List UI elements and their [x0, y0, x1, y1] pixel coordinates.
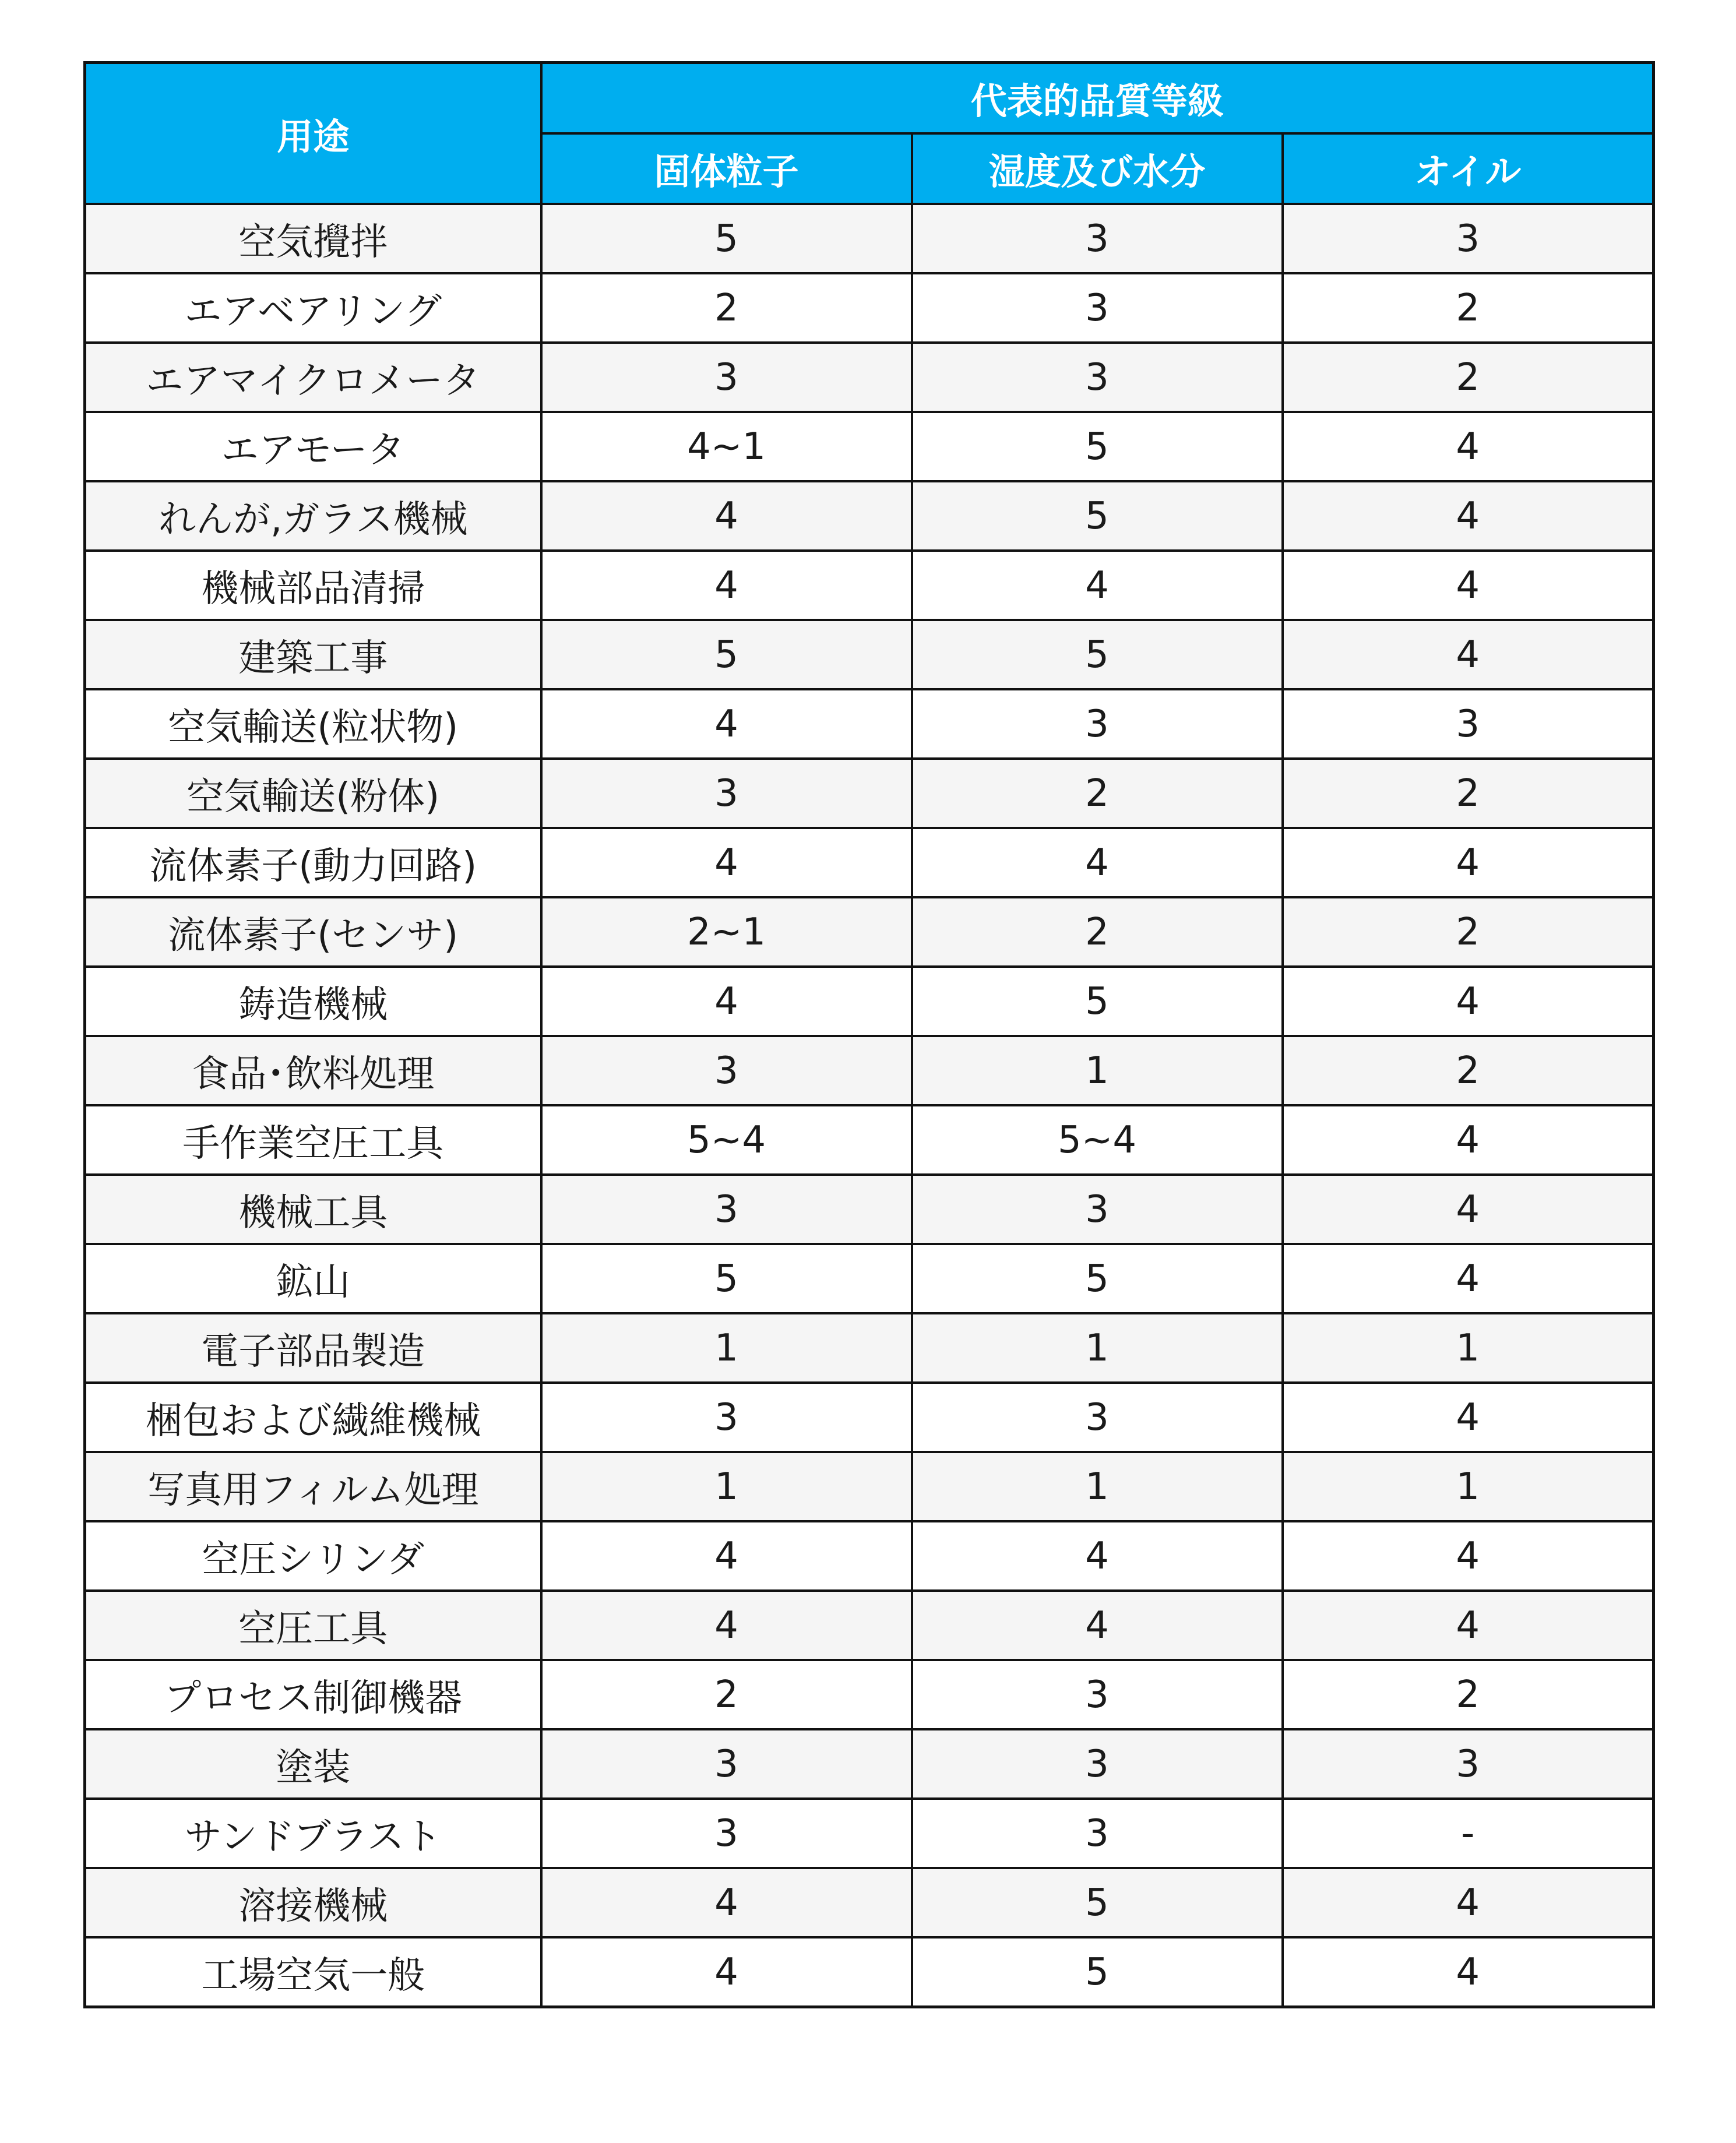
- usage-cell: 建築工事: [85, 620, 541, 689]
- usage-cell: 鉱山: [85, 1244, 541, 1313]
- usage-cell: 空圧シリンダ: [85, 1521, 541, 1591]
- table-row: [85, 1591, 1654, 1660]
- solid-particle-grade-cell: 2: [541, 1660, 912, 1729]
- solid-particle-column-header: 固体粒子: [541, 133, 912, 204]
- oil-grade-cell: 4: [1283, 1868, 1654, 1937]
- humidity-grade-cell: 4: [912, 1521, 1283, 1591]
- solid-particle-grade-cell: 4: [541, 828, 912, 897]
- solid-particle-grade-cell: 3: [541, 1799, 912, 1868]
- humidity-grade-cell: 5~4: [912, 1105, 1283, 1175]
- usage-cell: 食品･飲料処理: [85, 1036, 541, 1105]
- solid-particle-grade-cell: 1: [541, 1313, 912, 1383]
- solid-particle-grade-cell: 4: [541, 1868, 912, 1937]
- solid-particle-grade-cell: 4: [541, 551, 912, 620]
- table-row: [85, 759, 1654, 828]
- humidity-grade-cell: 3: [912, 1175, 1283, 1244]
- humidity-grade-cell: 5: [912, 1868, 1283, 1937]
- oil-grade-cell: 3: [1283, 1729, 1654, 1799]
- humidity-grade-cell: 4: [912, 551, 1283, 620]
- table-row: [85, 689, 1654, 759]
- humidity-grade-cell: 3: [912, 273, 1283, 343]
- humidity-grade-cell: 5: [912, 412, 1283, 481]
- usage-cell: 塗装: [85, 1729, 541, 1799]
- usage-cell: エアマイクロメータ: [85, 343, 541, 412]
- solid-particle-grade-cell: 4: [541, 481, 912, 551]
- humidity-grade-cell: 5: [912, 481, 1283, 551]
- oil-grade-cell: 4: [1283, 551, 1654, 620]
- oil-grade-cell: 2: [1283, 1036, 1654, 1105]
- oil-grade-cell: -: [1283, 1799, 1654, 1868]
- usage-cell: エアモータ: [85, 412, 541, 481]
- oil-grade-cell: 4: [1283, 967, 1654, 1036]
- humidity-grade-cell: 2: [912, 897, 1283, 967]
- table-row: [85, 204, 1654, 273]
- usage-cell: 流体素子(動力回路): [85, 828, 541, 897]
- humidity-grade-cell: 4: [912, 828, 1283, 897]
- solid-particle-grade-cell: 2: [541, 273, 912, 343]
- usage-cell: 写真用フィルム処理: [85, 1452, 541, 1521]
- solid-particle-grade-cell: 5~4: [541, 1105, 912, 1175]
- humidity-grade-cell: 1: [912, 1452, 1283, 1521]
- header-row-top: [85, 63, 1654, 134]
- table-row: [85, 1036, 1654, 1105]
- solid-particle-grade-cell: 5: [541, 620, 912, 689]
- usage-cell: 空気攪拌: [85, 204, 541, 273]
- usage-cell: サンドブラスト: [85, 1799, 541, 1868]
- humidity-grade-cell: 5: [912, 967, 1283, 1036]
- usage-cell: エアベアリング: [85, 273, 541, 343]
- table-row: [85, 967, 1654, 1036]
- usage-cell: 機械部品清掃: [85, 551, 541, 620]
- table-row: [85, 828, 1654, 897]
- solid-particle-grade-cell: 4: [541, 967, 912, 1036]
- oil-grade-cell: 4: [1283, 620, 1654, 689]
- oil-grade-cell: 4: [1283, 1521, 1654, 1591]
- table-row: [85, 897, 1654, 967]
- oil-grade-cell: 4: [1283, 481, 1654, 551]
- table-row: [85, 1244, 1654, 1313]
- table-row: [85, 343, 1654, 412]
- solid-particle-grade-cell: 3: [541, 343, 912, 412]
- table-header: [85, 63, 1654, 205]
- humidity-grade-cell: 1: [912, 1313, 1283, 1383]
- humidity-grade-cell: 3: [912, 343, 1283, 412]
- usage-cell: 梱包および繊維機械: [85, 1383, 541, 1452]
- oil-grade-cell: 2: [1283, 273, 1654, 343]
- oil-grade-cell: 3: [1283, 689, 1654, 759]
- usage-cell: 電子部品製造: [85, 1313, 541, 1383]
- table-row: [85, 1799, 1654, 1868]
- humidity-grade-cell: 3: [912, 1799, 1283, 1868]
- humidity-grade-cell: 1: [912, 1036, 1283, 1105]
- oil-column-header: オイル: [1283, 133, 1654, 204]
- solid-particle-grade-cell: 4: [541, 1591, 912, 1660]
- oil-grade-cell: 4: [1283, 1937, 1654, 2007]
- usage-cell: 手作業空圧工具: [85, 1105, 541, 1175]
- solid-particle-grade-cell: 4: [541, 1521, 912, 1591]
- solid-particle-grade-cell: 3: [541, 1036, 912, 1105]
- table-row: [85, 1452, 1654, 1521]
- table-row: [85, 1383, 1654, 1452]
- usage-cell: 空気輸送(粒状物): [85, 689, 541, 759]
- table-row: [85, 1313, 1654, 1383]
- solid-particle-grade-cell: 4: [541, 1937, 912, 2007]
- table-row: [85, 1105, 1654, 1175]
- humidity-grade-cell: 2: [912, 759, 1283, 828]
- solid-particle-grade-cell: 3: [541, 1729, 912, 1799]
- table-row: [85, 1868, 1654, 1937]
- humidity-grade-cell: 5: [912, 1937, 1283, 2007]
- solid-particle-grade-cell: 4~1: [541, 412, 912, 481]
- table-row: [85, 481, 1654, 551]
- usage-cell: 流体素子(センサ): [85, 897, 541, 967]
- quality-grade-group-header: 代表的品質等級: [541, 63, 1654, 134]
- table-row: [85, 620, 1654, 689]
- oil-grade-cell: 4: [1283, 1175, 1654, 1244]
- oil-grade-cell: 1: [1283, 1452, 1654, 1521]
- table-row: [85, 273, 1654, 343]
- table-row: [85, 1175, 1654, 1244]
- usage-cell: 空圧工具: [85, 1591, 541, 1660]
- oil-grade-cell: 2: [1283, 1660, 1654, 1729]
- humidity-grade-cell: 5: [912, 1244, 1283, 1313]
- table-row: [85, 1660, 1654, 1729]
- usage-cell: プロセス制御機器: [85, 1660, 541, 1729]
- solid-particle-grade-cell: 3: [541, 1175, 912, 1244]
- oil-grade-cell: 4: [1283, 1383, 1654, 1452]
- usage-cell: 溶接機械: [85, 1868, 541, 1937]
- oil-grade-cell: 4: [1283, 412, 1654, 481]
- quality-grade-table: [83, 61, 1655, 2008]
- oil-grade-cell: 2: [1283, 759, 1654, 828]
- humidity-column-header: 湿度及び水分: [912, 133, 1283, 204]
- solid-particle-grade-cell: 2~1: [541, 897, 912, 967]
- table-body: [85, 204, 1654, 2007]
- solid-particle-grade-cell: 3: [541, 759, 912, 828]
- solid-particle-grade-cell: 1: [541, 1452, 912, 1521]
- oil-grade-cell: 4: [1283, 1105, 1654, 1175]
- humidity-grade-cell: 4: [912, 1591, 1283, 1660]
- usage-cell: 工場空気一般: [85, 1937, 541, 2007]
- oil-grade-cell: 2: [1283, 897, 1654, 967]
- humidity-grade-cell: 3: [912, 1660, 1283, 1729]
- humidity-grade-cell: 3: [912, 689, 1283, 759]
- table-row: [85, 551, 1654, 620]
- oil-grade-cell: 4: [1283, 828, 1654, 897]
- oil-grade-cell: 1: [1283, 1313, 1654, 1383]
- usage-cell: 機械工具: [85, 1175, 541, 1244]
- table-row: [85, 1937, 1654, 2007]
- table-row: [85, 412, 1654, 481]
- solid-particle-grade-cell: 4: [541, 689, 912, 759]
- solid-particle-grade-cell: 5: [541, 204, 912, 273]
- table-row: [85, 1729, 1654, 1799]
- oil-grade-cell: 3: [1283, 204, 1654, 273]
- humidity-grade-cell: 3: [912, 1383, 1283, 1452]
- oil-grade-cell: 2: [1283, 343, 1654, 412]
- oil-grade-cell: 4: [1283, 1591, 1654, 1660]
- table-row: [85, 1521, 1654, 1591]
- usage-cell: 鋳造機械: [85, 967, 541, 1036]
- solid-particle-grade-cell: 3: [541, 1383, 912, 1452]
- humidity-grade-cell: 3: [912, 204, 1283, 273]
- humidity-grade-cell: 5: [912, 620, 1283, 689]
- usage-cell: 空気輸送(粉体): [85, 759, 541, 828]
- humidity-grade-cell: 3: [912, 1729, 1283, 1799]
- usage-cell: れんが,ガラス機械: [85, 481, 541, 551]
- solid-particle-grade-cell: 5: [541, 1244, 912, 1313]
- usage-column-header: 用途: [85, 63, 541, 205]
- oil-grade-cell: 4: [1283, 1244, 1654, 1313]
